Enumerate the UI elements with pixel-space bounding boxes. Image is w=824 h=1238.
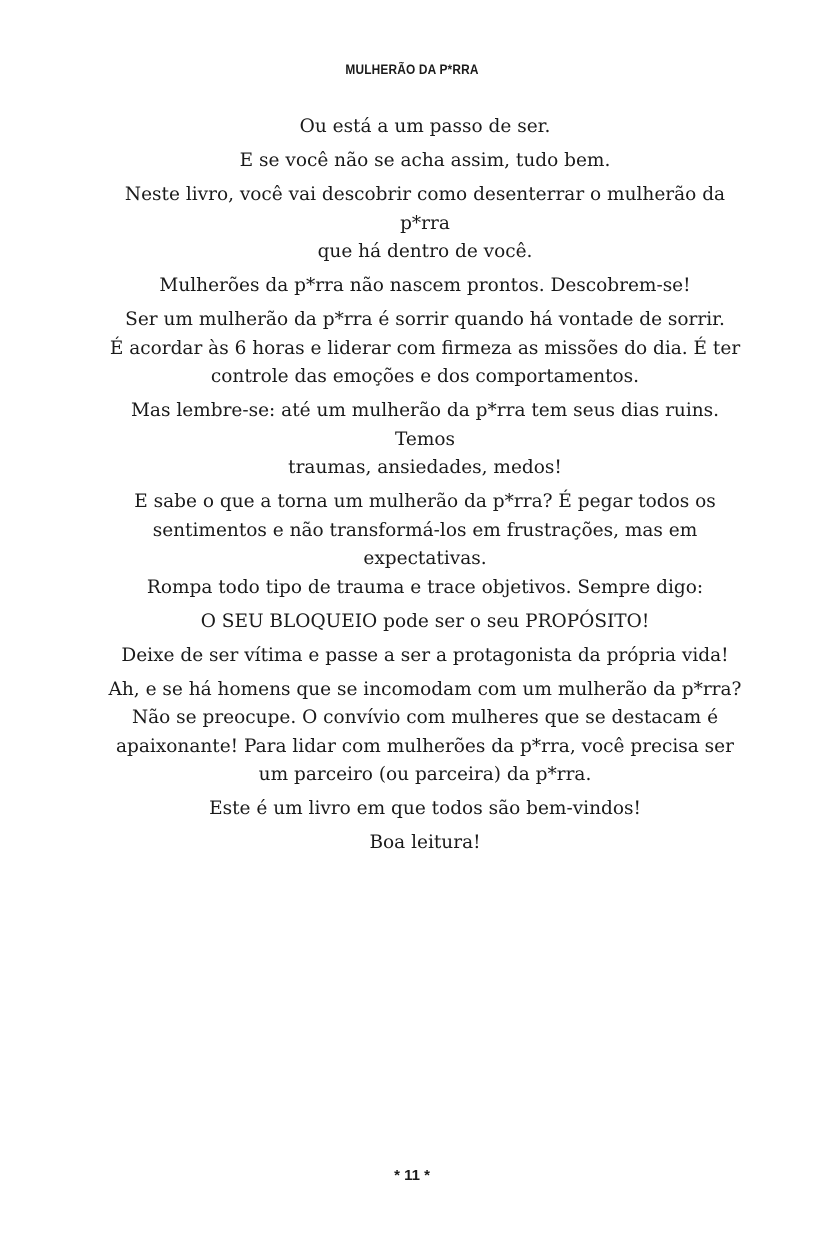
- paragraph: Este é um livro em que todos são bem-vindos!: [209, 798, 641, 819]
- running-head-title: MULHERÃO DA P*RRA: [345, 62, 479, 77]
- paragraph: Mulherões da p*rra não nascem prontos. Descobrem-se!: [159, 275, 691, 296]
- paragraph: E sabe o que a torna um mulherão da p*rra? É pegar todos os sentimentos e não transformá-los em frustrações, mas em expectativas. Rompa todo tipo de trauma e trace objetivos. Sempre digo:: [134, 491, 716, 598]
- paragraph: Ser um mulherão da p*rra é sorrir quando há vontade de sorrir. É acordar às 6 horas e liderar com firmeza as missões do dia. É ter controle das emoções e dos comportamentos.: [109, 309, 741, 387]
- page-number: * 11 *: [394, 1167, 430, 1184]
- paragraph: Ou está a um passo de ser.: [299, 116, 551, 137]
- paragraph: Neste livro, você vai descobrir como desenterrar o mulherão da p*rra que há dentro de você.: [124, 184, 726, 262]
- paragraph: O SEU BLOQUEIO pode ser o seu PROPÓSITO!: [200, 610, 650, 632]
- paragraph: E se você não se acha assim, tudo bem.: [239, 150, 611, 171]
- paragraph: Deixe de ser vítima e passe a ser a protagonista da própria vida!: [121, 644, 729, 666]
- paragraph: Boa leitura!: [369, 832, 481, 853]
- page-body: [100, 113, 750, 863]
- paragraph: Ah, e se há homens que se incomodam com um mulherão da p*rra? Não se preocupe. O convívio com mulheres que se destacam é apaixonante! Para lidar com mulherões da p*rra, você precisa ser um parceiro (ou parceira) da p*rra.: [108, 678, 742, 785]
- paragraph: Mas lembre-se: até um mulherão da p*rra tem seus dias ruins. Temos traumas, ansiedades, medos!: [130, 400, 720, 478]
